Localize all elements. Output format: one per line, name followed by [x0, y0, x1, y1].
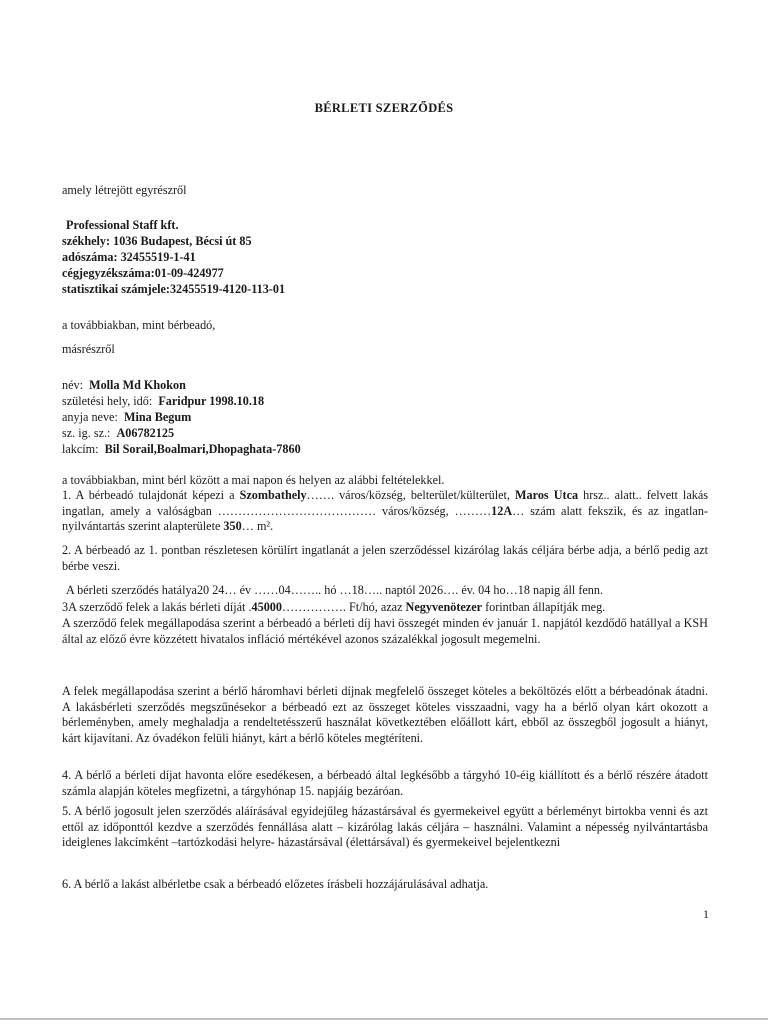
p1-dots: ………	[454, 503, 492, 518]
tenant-address: Bil Sorail,Boalmari,Dhopaghata-7860	[104, 442, 301, 456]
p3-text-a: 3A szerződő felek a lakás bérleti díját .	[62, 600, 252, 614]
landlord-name: Professional Staff kft.	[66, 218, 179, 232]
validity-text: A bérleti szerződés hatálya20 24… év ……04…….. hó …18….. naptól 2026…. év. 04 ho…18 napig áll fenn.	[66, 583, 604, 597]
tenant-name-row	[62, 378, 186, 393]
p1-text-area: … szám alatt fekszik, és az ingatlan-nyilvántartás szerint alapterülete	[62, 503, 708, 533]
paragraph-4: 4. A bérlő a bérleti díjat havonta előre esedékesen, a bérbeadó által legkésőbb a tárgyhó 10-éig kiállított és a bérlő részére átadott számla alapján köteles megfizetni, a tárgyhónap 15. napjáig bezáróan.	[62, 768, 708, 798]
tenant-mother: Mina Begum	[123, 410, 192, 424]
paragraph-1	[62, 488, 708, 535]
tenant-name-label: név:	[62, 378, 83, 392]
document-title: BÉRLETI SZERZŐDÉS	[314, 101, 454, 115]
tenant-address-row	[62, 442, 301, 457]
other-side-text: másrészről	[62, 342, 115, 356]
bottom-divider	[0, 1018, 768, 1020]
tenant-name: Molla Md Khokon	[89, 378, 186, 392]
paragraph-3b: A szerződő felek megállapodása szerint a bérbeadó a bérleti díj havi összegét minden év január 1. napjától kezdődő hatállyal a KSH által az előző évre közzétett hivatalos infláció mértékével azonos százalékkal jogosult megemelni.	[62, 616, 708, 646]
paragraph-3	[62, 600, 708, 616]
as-landlord-text: a továbbiakban, mint bérbeadó,	[62, 318, 216, 332]
paragraph-5: 5. A bérlő jogosult jelen szerződés aláírásával egyidejűleg házastársával és gyermekeivel együtt a bérleményt birtokba venni és azt ettől az időponttól kezdve a szerződés fennállása alatt – kizárólag lakás céljára – használni. Valamint a népesség nyilvántartásba ideiglenes lakcímként –tartózkodási helyre- házastársával (élettársával) és gyermekeivel bejelentkezni	[62, 804, 708, 849]
p3-text-c: forintban állapítják meg.	[485, 600, 606, 614]
landlord-tax-number: adószáma: 32455519-1-41	[62, 250, 196, 264]
page-number: 1	[703, 907, 709, 921]
tenant-id-label: sz. ig. sz.:	[62, 426, 111, 440]
p1-text-a: 1. A bérbeadó tulajdonát képezi a	[62, 488, 235, 502]
tenant-id: A06782125	[116, 426, 175, 440]
p1-line-2: hrsz.. alatt.. felvett lakás ingatlan, amely a valóságban ………………………………… város/község,	[62, 488, 708, 518]
intro-2-text: a továbbiakban, mint bérl között a mai napon és helyen az alábbi feltételekkel.	[62, 473, 445, 487]
p1-unit: … m².	[241, 519, 274, 533]
p1-area-value: 350	[223, 519, 242, 533]
tenant-birth-row	[62, 394, 264, 409]
paragraph-6: 6. A bérlő a lakást albérletbe csak a bérbeadó előzetes írásbeli hozzájárulásával adhatja.	[62, 877, 489, 891]
p1-street: Maros Utca	[515, 488, 579, 502]
p1-city: Szombathely	[239, 488, 307, 502]
intro-text: amely létrejött egyrészről	[62, 183, 187, 197]
p3-text-b: ……………. Ft/hó, azaz	[281, 600, 403, 614]
tenant-birth-label: születési hely, idő:	[62, 394, 153, 408]
tenant-mother-label: anyja neve:	[62, 410, 118, 424]
deposit-paragraph: A felek megállapodása szerint a bérlő háromhavi bérleti díjnak megfelelő összeget köteles a beköltözés előtt a bérbeadónak átadni. A lakásbérleti szerződés megszűnésekor a bérbeadó ezt az összeget köteles visszaadni, vagy ha a bérlő olyan kárt okozott a bérleményben, amely meghaladja a rendeltetésszerű használat következtében előállott kárt, ebből az összegből jogosult a hiányt, kárt kijavítani. Az óvadékon felüli hiányt, kárt a bérlő köteles megtéríteni.	[62, 684, 708, 745]
p1-house-number: 12A	[491, 503, 513, 518]
paragraph-2: 2. A bérbeadó az 1. pontban részletesen körülírt ingatlanát a jelen szerződéssel kizárólag lakás céljára bérbe adja, a bérlő pedig azt bérbe veszi.	[62, 543, 708, 573]
tenant-id-row	[62, 426, 174, 441]
landlord-statistical-number: statisztikai számjele:32455519-4120-113-01	[62, 282, 286, 296]
landlord-registration: cégjegyzékszáma:01-09-424977	[62, 266, 224, 280]
rent-amount-words: Negyvenötezer	[405, 600, 483, 614]
tenant-birth: Faridpur 1998.10.18	[158, 394, 265, 408]
p1-text-c: ……. város/község, belterület/külterület,	[306, 488, 510, 502]
tenant-mother-row	[62, 410, 191, 425]
tenant-address-label: lakcím:	[62, 442, 99, 456]
landlord-seat: székhely: 1036 Budapest, Bécsi út 85	[62, 234, 252, 248]
rent-amount: 45000	[251, 600, 282, 614]
